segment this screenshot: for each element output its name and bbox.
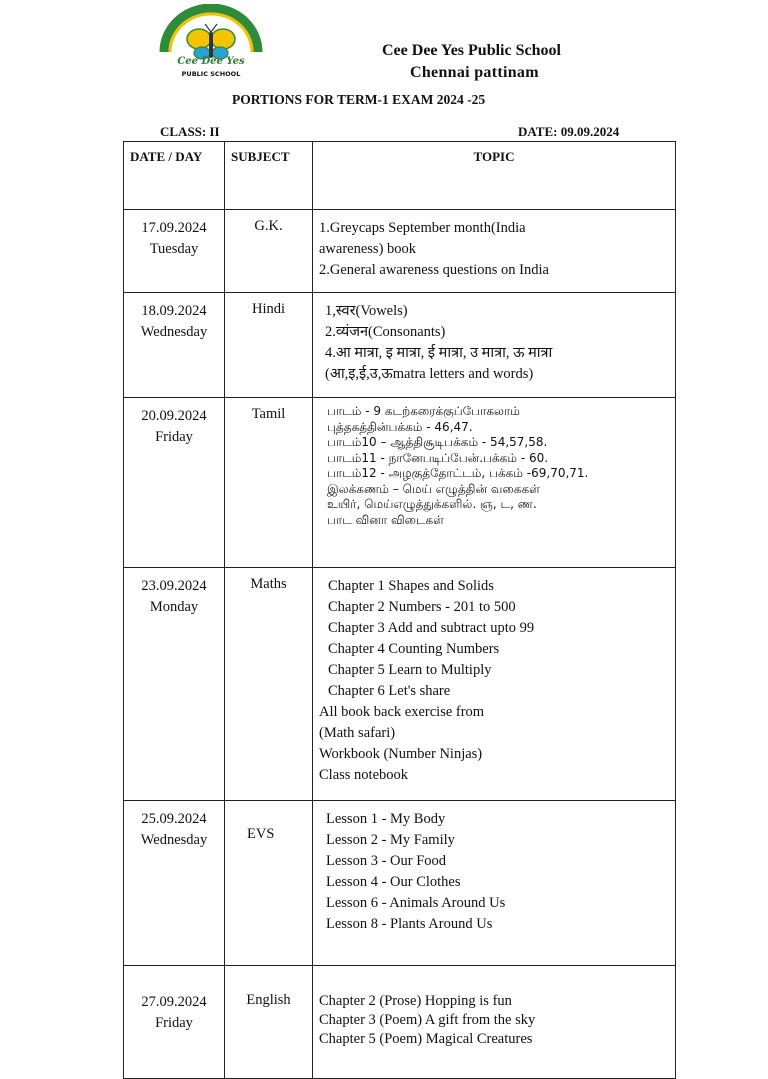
- exam-day: Wednesday: [140, 324, 208, 340]
- portions-table: [123, 141, 676, 1079]
- topic-line: (आ,इ,ई,उ,ऊmatra letters and words): [325, 366, 534, 382]
- topic-cell: [313, 210, 676, 293]
- date-day-cell: [124, 398, 225, 568]
- topic-line: 1,स्वर(Vowels): [325, 303, 408, 319]
- topic-line: 1.Greycaps September month(India: [319, 220, 526, 236]
- school-name: Cee Dee Yes Public School: [382, 42, 561, 59]
- exam-date: 20.09.2024: [141, 408, 207, 424]
- class-label: CLASS: II: [160, 124, 220, 139]
- topic-line: Chapter 5 Learn to Multiply: [328, 662, 492, 678]
- topic-cell: [313, 568, 676, 801]
- topic-cell: [313, 398, 676, 568]
- subject-cell: Maths: [225, 568, 313, 801]
- topic-line: பாடம் - 9 கடற்கரைக்குப்போகலாம்: [327, 404, 520, 418]
- topic-line: Chapter 2 Numbers - 201 to 500: [328, 599, 516, 615]
- exam-date: 25.09.2024: [141, 811, 207, 827]
- topic-line: Chapter 3 Add and subtract upto 99: [328, 620, 535, 636]
- topic-line: (Math safari): [319, 725, 396, 741]
- exam-day: Monday: [149, 599, 199, 615]
- logo-subtitle: PUBLIC SCHOOL: [181, 70, 241, 78]
- subject-cell: EVS: [225, 801, 313, 966]
- topic-line: புத்தகத்தின்பக்கம் - 46,47.: [327, 419, 473, 434]
- topic-line: பாடம்10 – ஆத்திசூடிபக்கம் - 54,57,58.: [327, 435, 548, 449]
- topic-line: Workbook (Number Ninjas): [319, 746, 483, 762]
- table-row: [124, 801, 676, 966]
- topic-line: All book back exercise from: [319, 704, 485, 720]
- exam-day: Friday: [155, 1015, 193, 1031]
- topic-cell: [313, 801, 676, 966]
- topic-line: பாட வினா விடைகள்: [327, 512, 444, 527]
- exam-date: 27.09.2024: [141, 994, 207, 1010]
- topic-line: Chapter 3 (Poem) A gift from the sky: [319, 1012, 536, 1028]
- subject-cell: English: [225, 966, 313, 1079]
- topic-line: Lesson 2 - My Family: [326, 832, 455, 848]
- exam-date: 23.09.2024: [141, 578, 207, 594]
- subject-cell: Hindi: [225, 293, 313, 398]
- table-header-row: [124, 142, 676, 210]
- topic-line: Chapter 4 Counting Numbers: [328, 641, 500, 657]
- date-label: DATE: 09.09.2024: [518, 124, 620, 139]
- topic-line: 2.General awareness questions on India: [319, 262, 549, 278]
- exam-date: 18.09.2024: [141, 303, 207, 319]
- document-title: PORTIONS FOR TERM-1 EXAM 2024 -25: [232, 92, 486, 107]
- date-day-cell: [124, 801, 225, 966]
- topic-cell: [313, 293, 676, 398]
- topic-line: இலக்கணம் – மெய் எழுத்தின் வகைகள்: [327, 481, 540, 496]
- topic-line: உயிர், மெய்எழுத்துக்களில். ஞ, ட, ண.: [327, 497, 537, 511]
- date-day-cell: [124, 210, 225, 293]
- topic-line: பாடம்12 - அழகுத்தோட்டம், பக்கம் -69,70,71.: [327, 466, 589, 480]
- date-day-cell: [124, 568, 225, 801]
- date-day-cell: [124, 966, 225, 1079]
- table-row: [124, 293, 676, 398]
- topic-line: Chapter 6 Let's share: [328, 683, 451, 699]
- topic-line: Lesson 3 - Our Food: [326, 853, 447, 869]
- topic-line: Lesson 1 - My Body: [326, 811, 446, 827]
- header-topic: TOPIC: [313, 142, 676, 210]
- topic-line: 2.व्यंजन(Consonants): [325, 324, 446, 340]
- logo-school-name: Cee Dee Yes: [177, 56, 245, 67]
- date-day-cell: [124, 293, 225, 398]
- topic-cell: [313, 966, 676, 1079]
- topic-line: Chapter 1 Shapes and Solids: [328, 578, 494, 594]
- exam-day: Wednesday: [140, 832, 208, 848]
- topic-line: Class notebook: [319, 767, 409, 783]
- header-date-day: DATE / DAY: [124, 142, 225, 210]
- topic-line: Chapter 5 (Poem) Magical Creatures: [319, 1031, 533, 1047]
- table-row: [124, 398, 676, 568]
- exam-day: Tuesday: [149, 241, 199, 257]
- topic-line: 4.आ मात्रा, इ मात्रा, ई मात्रा, उ मात्रा, ऊ मात्रा: [325, 345, 553, 361]
- topic-line: Lesson 8 - Plants Around Us: [326, 916, 493, 932]
- topic-line: பாடம்11 - நானேபடிப்பேன்.பக்கம் - 60.: [327, 450, 549, 465]
- topic-line: awareness) book: [319, 241, 417, 257]
- topic-line: Lesson 4 - Our Clothes: [326, 874, 461, 890]
- exam-day: Friday: [155, 429, 193, 445]
- topic-line: Lesson 6 - Animals Around Us: [326, 895, 506, 911]
- exam-date: 17.09.2024: [141, 220, 207, 236]
- header-subject: SUBJECT: [225, 142, 313, 210]
- table-row: [124, 966, 676, 1079]
- subject-cell: G.K.: [225, 210, 313, 293]
- school-logo: [158, 4, 264, 82]
- table-row: [124, 210, 676, 293]
- topic-line: Chapter 2 (Prose) Hopping is fun: [319, 993, 512, 1009]
- school-location: Chennai pattinam: [410, 64, 539, 81]
- table-row: [124, 568, 676, 801]
- subject-cell: Tamil: [225, 398, 313, 568]
